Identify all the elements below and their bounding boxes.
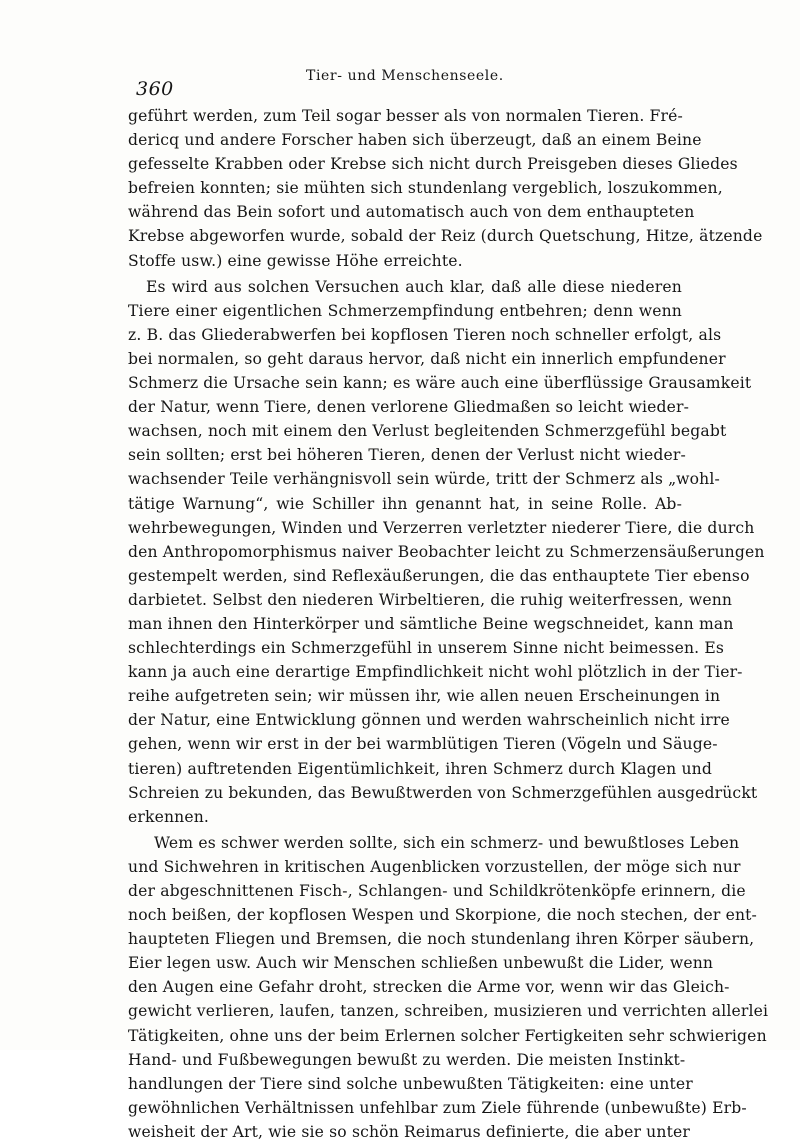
text-line: kann ja auch eine derartige Empfindlichkeit nicht wohl plötzlich in der Tier- xyxy=(128,663,743,682)
text-line: gewicht verlieren, laufen, tanzen, schreiben, musizieren und verrichten allerlei xyxy=(128,1002,769,1021)
text-line: wachsender Teile verhängnisvoll sein würde, tritt der Schmerz als „wohl- xyxy=(128,470,720,489)
text-line: der Natur, wenn Tiere, denen verlorene Gliedmaßen so leicht wieder- xyxy=(128,398,690,417)
text-line: noch beißen, der kopflosen Wespen und Skorpione, die noch stechen, der ent- xyxy=(128,906,757,925)
text-line: sein sollten; erst bei höheren Tieren, denen der Verlust nicht wieder- xyxy=(128,446,686,465)
text-line: den Augen eine Gefahr droht, strecken die Arme vor, wenn wir das Gleich- xyxy=(128,978,730,997)
text-line: befreien konnten; sie mühten sich stundenlang vergeblich, loszukommen, xyxy=(128,179,723,198)
text-line: bei normalen, so geht daraus hervor, daß nicht ein innerlich empfundener xyxy=(128,349,726,368)
text-line: Wem es schwer werden sollte, sich ein schmerz- und bewußtloses Leben xyxy=(154,833,740,852)
text-line: darbietet. Selbst den niederen Wirbeltieren, die ruhig weiterfressen, wenn xyxy=(128,590,733,609)
text-line: haupteten Fliegen und Bremsen, die noch stundenlang ihren Körper säubern, xyxy=(128,930,755,949)
paragraph-3 xyxy=(128,831,769,1144)
text-line: und Sichwehren in kritischen Augenblicken vorzustellen, der möge sich nur xyxy=(128,857,741,876)
text-line: dericq und andere Forscher haben sich überzeugt, daß an einem Beine xyxy=(128,131,702,150)
text-line: gefesselte Krabben oder Krebse sich nicht durch Preisgeben dieses Gliedes xyxy=(128,155,738,174)
text-line: der Natur, eine Entwicklung gönnen und werden wahrscheinlich nicht irre xyxy=(128,711,730,730)
text-line: tätige Warnung“, wie Schiller ihn genannt hat, in seine Rolle. Ab- xyxy=(128,494,682,513)
text-line: weisheit der Art, wie sie so schön Reimarus definierte, die aber unter xyxy=(128,1122,690,1141)
text-line: Krebse abgeworfen wurde, sobald der Reiz (durch Quetschung, Hitze, ätzende xyxy=(128,227,763,246)
text-line: wachsen, noch mit einem den Verlust begleitenden Schmerzgefühl begabt xyxy=(128,422,727,441)
text-line: Hand- und Fußbewegungen bewußt zu werden. Die meisten Instinkt- xyxy=(128,1050,686,1069)
text-line: gehen, wenn wir erst in der bei warmblütigen Tieren (Vögeln und Säuge- xyxy=(128,735,718,754)
text-line: erkennen. xyxy=(128,807,210,826)
text-line: z. B. das Gliederabwerfen bei kopflosen Tieren noch schneller erfolgt, als xyxy=(128,325,722,344)
text-line: reihe aufgetreten sein; wir müssen ihr, wie allen neuen Erscheinungen in xyxy=(128,687,721,706)
text-line: tieren) auftretenden Eigentümlichkeit, ihren Schmerz durch Klagen und xyxy=(128,759,712,778)
text-line: wehrbewegungen, Winden und Verzerren verletzter niederer Tiere, die durch xyxy=(128,518,755,537)
text-line: den Anthropomorphismus naiver Beobachter leicht zu Schmerzensäußerungen xyxy=(128,542,765,561)
text-line: gewöhnlichen Verhältnissen unfehlbar zum Ziele führende (unbewußte) Erb- xyxy=(128,1098,747,1117)
running-head: Tier- und Menschenseele. xyxy=(306,68,504,84)
page-header xyxy=(128,64,678,100)
text-line: schlechterdings ein Schmerzgefühl in unserem Sinne nicht beimessen. Es xyxy=(128,639,725,658)
text-line: Schmerz die Ursache sein kann; es wäre auch eine überflüssige Grausamkeit xyxy=(128,374,752,393)
text-line: gestempelt werden, sind Reflexäußerungen, die das enthauptete Tier ebenso xyxy=(128,566,750,585)
text-line: geführt werden, zum Teil sogar besser als von normalen Tieren. Fré- xyxy=(128,107,683,125)
page-number: 360 xyxy=(136,78,174,100)
text-line: Tätigkeiten, ohne uns der beim Erlernen solcher Fertigkeiten sehr schwierigen xyxy=(128,1026,767,1045)
text-line: man ihnen den Hinterkörper und sämtliche Beine wegschneidet, kann man xyxy=(128,614,734,633)
body-text xyxy=(128,104,769,1144)
text-line: Eier legen usw. Auch wir Menschen schließen unbewußt die Lider, wenn xyxy=(128,954,714,973)
text-line: Es wird aus solchen Versuchen auch klar, daß alle diese niederen xyxy=(146,277,682,296)
text-line: der abgeschnittenen Fisch-, Schlangen- und Schildkrötenköpfe erinnern, die xyxy=(128,882,746,900)
text-line: Tiere einer eigentlichen Schmerzempfindung entbehren; denn wenn xyxy=(128,301,682,320)
paragraph-2 xyxy=(128,275,765,829)
paragraph-1 xyxy=(128,104,763,273)
text-line: während das Bein sofort und automatisch auch von dem enthaupteten xyxy=(128,203,695,222)
text-line: Schreien zu bekunden, das Bewußtwerden von Schmerzgefühlen ausgedrückt xyxy=(128,783,758,802)
text-line: handlungen der Tiere sind solche unbewußten Tätigkeiten: eine unter xyxy=(128,1074,693,1093)
text-line: Stoffe usw.) eine gewisse Höhe erreichte. xyxy=(128,251,463,270)
